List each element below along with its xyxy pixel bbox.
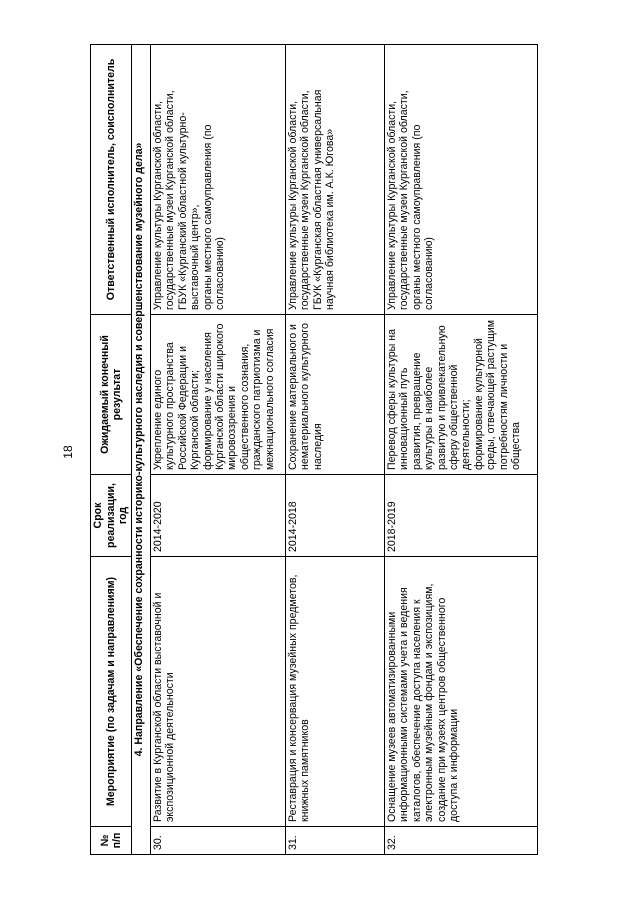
row-executor — [286, 45, 385, 315]
table-row — [151, 45, 286, 855]
executor-line: органы местного самоуправления (по согласованию) — [410, 124, 436, 310]
table-header-row — [91, 45, 132, 855]
result-line: Сохранение материального и нематериального культурного наследия — [287, 323, 324, 470]
executor-line: ГБУК «Курганский областной культурно-выставочный центр», — [176, 112, 202, 310]
executor-line: органы местного самоуправления (по согласованию) — [201, 124, 227, 310]
row-term: 2018-2019 — [385, 475, 538, 557]
row-event: Реставрация и консервация музейных предметов, книжных памятников — [286, 557, 385, 827]
result-line: формирование культурной среды, отвечающей растущим потребностям личности и общества — [472, 319, 523, 470]
header-executor: Ответственный исполнитель, соисполнитель — [91, 45, 132, 315]
executor-line: Управление культуры Курганской области, — [386, 100, 398, 310]
row-result — [151, 315, 286, 475]
row-executor — [385, 45, 538, 315]
result-line: формирование у населения Курганской области широкого мировоззрения и общественного сознания, гражданского патриотизма и межнационального согласия — [201, 323, 276, 470]
row-num: 30. — [151, 827, 286, 855]
result-line: Перевод сферы культуры на инновационный путь развития, превращение культуры в наиболее развитую и привлекательную сферу общественной деятельности; — [386, 325, 473, 470]
executor-line: государственные музеи Курганской области, — [299, 90, 312, 310]
header-result: Ожидаемый конечный результат — [91, 315, 132, 475]
row-executor — [151, 45, 286, 315]
section-title: 4. Направление «Обеспечение сохранности историко-культурного наследия и совершенствование музейного дела» — [132, 45, 151, 855]
section-row — [132, 45, 151, 855]
row-term: 2014-2020 — [151, 475, 286, 557]
row-result — [385, 315, 538, 475]
row-num: 31. — [286, 827, 385, 855]
rotated-table-container — [90, 45, 550, 855]
executor-line: государственные музеи Курганской области, — [398, 90, 411, 310]
result-line: Укрепление единого культурного пространства Российской Федерации и Курганской области; — [152, 342, 202, 470]
table-row — [385, 45, 538, 855]
executor-line: государственные музеи Курганской области, — [164, 90, 177, 310]
header-num: № п/п — [91, 827, 132, 855]
row-result — [286, 315, 385, 475]
page-number: 18 — [61, 445, 75, 459]
row-term: 2014-2018 — [286, 475, 385, 557]
executor-line: Управление культуры Курганской области, — [152, 100, 164, 310]
row-event: Оснащение музеев автоматизированными информационными системами учета и ведения каталогов, обеспечение доступа населения к электронным музейным фондам и экспозициям, создание при музеях центров общественного доступа к информации — [385, 557, 538, 827]
header-term: Срок реализации, год — [91, 475, 132, 557]
executor-line: Управление культуры Курганской области, — [287, 100, 299, 310]
table-row — [286, 45, 385, 855]
row-num: 32. — [385, 827, 538, 855]
program-table — [90, 44, 538, 855]
executor-line: ГБУК «Курганская областная универсальная научная библиотека им. А.К. Югова» — [311, 89, 337, 310]
row-event: Развитие в Курганской области выставочной и экспозиционной деятельности — [151, 557, 286, 827]
header-event: Мероприятие (по задачам и направлениям) — [91, 557, 132, 827]
